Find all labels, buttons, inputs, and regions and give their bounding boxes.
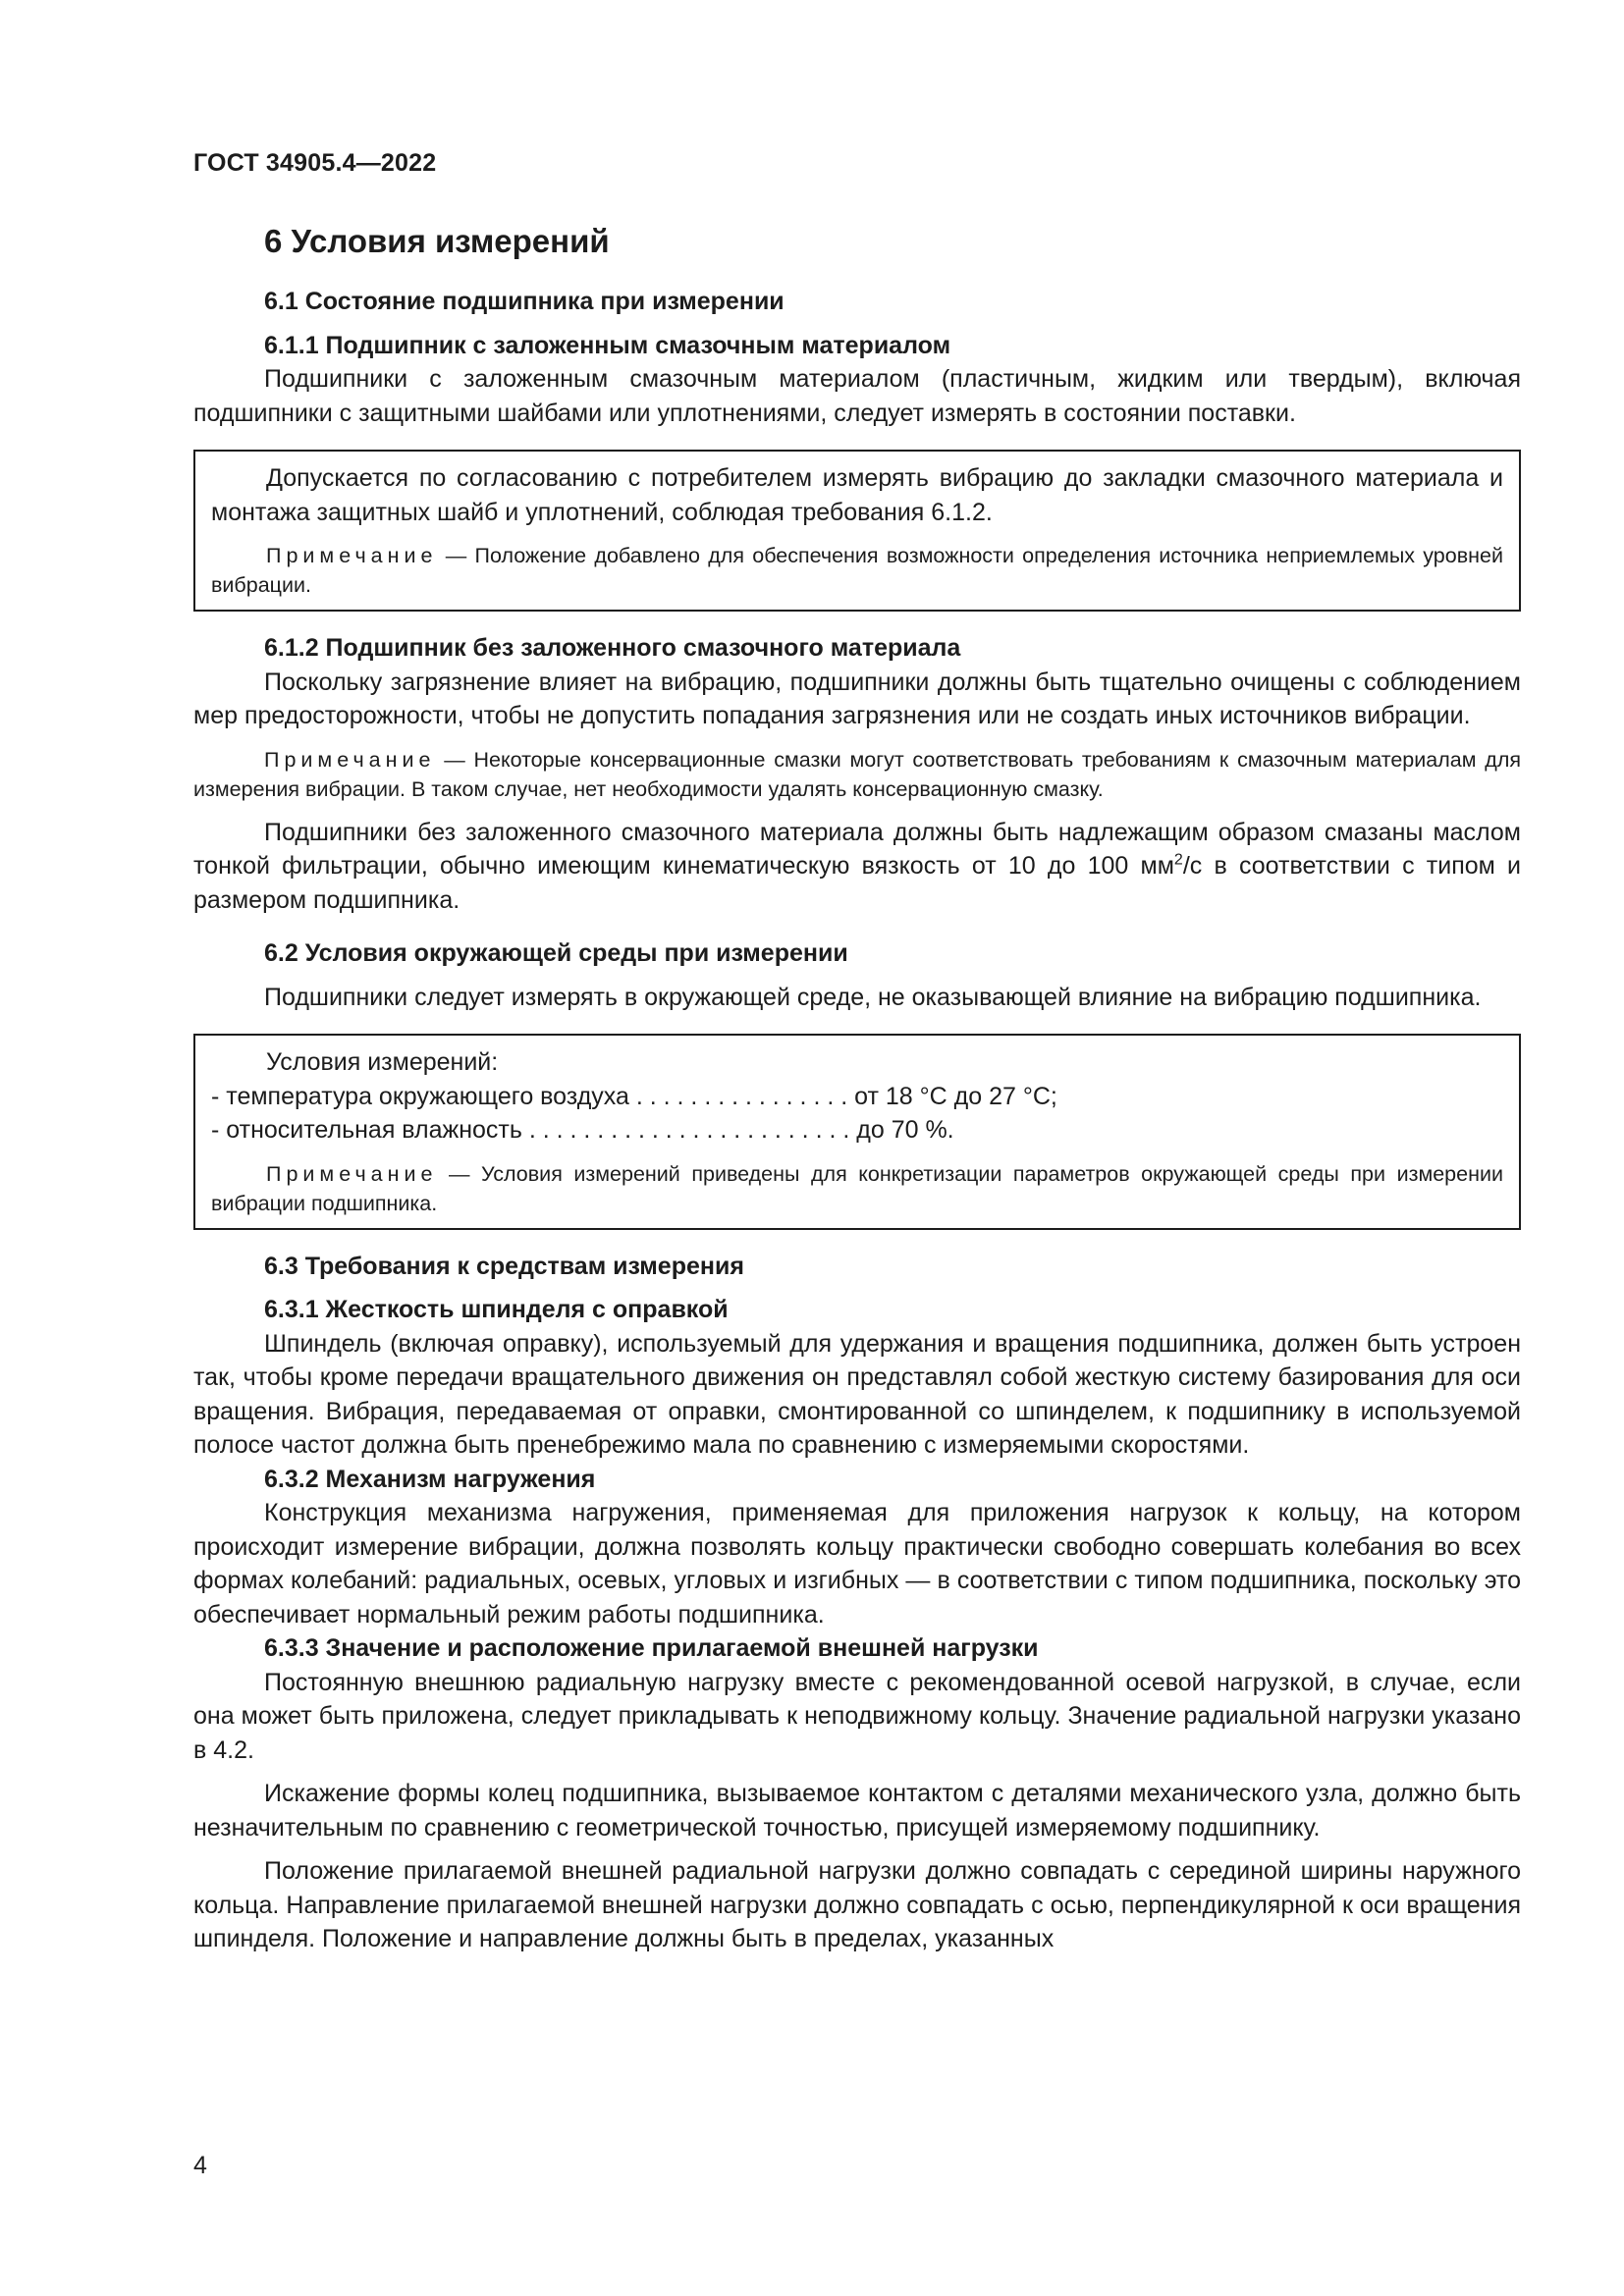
clause-6-1-1-title: 6.1.1 Подшипник с заложенным смазочным материалом [264,331,951,359]
amendment-box-1-text: Допускается по согласованию с потребителем измерять вибрацию до закладки смазочного материала и монтажа защитных шайб и уплотнений, соблюдая требования 6.1.2. [211,464,1503,526]
clause-6-1-2-note [193,745,1521,804]
subsection-6-2-title: 6.2 Условия окружающей среды при измерении [264,939,848,967]
clause-6-3-2-title: 6.3.2 Механизм нагружения [264,1465,596,1493]
clause-6-3-3-title: 6.3.3 Значение и расположение прилагаемой внешней нагрузки [264,1634,1039,1662]
condition-temperature: - температура окружающего воздуха . . . . . . . . . . . . . . . . от 18 °С до 27 °С; [211,1082,1057,1110]
clause-6-1-1-text: Подшипники с заложенным смазочным материалом (пластичным, жидким или твердым), включая подшипники с защитными шайбами или уплотнениями, следует измерять в состоянии поставки. [193,365,1521,427]
condition-humidity: - относительная влажность . . . . . . . . . . . . . . . . . . . . . . . . до 70 %. [211,1116,954,1144]
note-text: — Положение добавлено для обеспечения возможности определения источника неприемлемых уровней вибрации. [211,544,1503,597]
clause-6-1-2-text-2 [193,816,1521,918]
clause-6-3-2-text: Конструкция механизма нагружения, применяемая для приложения нагрузок к кольцу, на котором происходит измерение вибрации, должна позволять кольцу практически свободно совершать колебания во всех формах колебаний: радиальных, осевых, угловых и изгибных — в соответствии с типом подшипника, поскольку это обеспечивает нормальный режим работы подшипника. [193,1499,1521,1629]
conditions-heading: Условия измерений: [266,1048,499,1076]
amendment-box-2 [193,1034,1521,1230]
subsection-6-1-title: 6.1 Состояние подшипника при измерении [264,288,785,315]
text-part-b: /с в соответствии с типом и размером подшипника. [193,852,1522,914]
text-part-a: Подшипники без заложенного смазочного материала должны быть надлежащим образом смазаны маслом тонкой фильтрации, обычно имеющим кинематическую вязкость от 10 до 100 мм [193,818,1521,880]
clause-6-3-1-title: 6.3.1 Жесткость шпинделя с оправкой [264,1296,729,1323]
subsection-6-2-text: Подшипники следует измерять в окружающей среде, не оказывающей влияние на вибрацию подшипника. [264,983,1482,1011]
standard-code: ГОСТ 34905.4—2022 [193,149,437,177]
page-number: 4 [193,2152,207,2179]
page-content [193,220,1521,1956]
amendment-box-1-note [211,541,1503,600]
note-label: Примечание [266,544,438,567]
clause-6-3-3-text-3: Положение прилагаемой внешней радиальной нагрузки должно совпадать с серединой ширины наружного кольца. Направление прилагаемой внешней нагрузки должно совпадать с осью, перпендикулярной к оси вращения шпинделя. Положение и направление должны быть в пределах, указанных [193,1857,1521,1952]
section-title: 6 Условия измерений [264,223,610,259]
superscript: 2 [1173,851,1183,869]
clause-6-3-3-text-1: Постоянную внешнюю радиальную нагрузку вместе с рекомендованной осевой нагрузкой, в случае, если она может быть приложена, следует прикладывать к неподвижному кольцу. Значение радиальной нагрузки указано в 4.2. [193,1668,1521,1764]
note-label: Примечание [264,747,436,772]
clause-6-3-3-text-2: Искажение формы колец подшипника, вызываемое контактом с деталями механического узла, должно быть незначительным по сравнению с геометрической точностью, присущей измеряемому подшипнику. [193,1780,1521,1842]
clause-6-1-2-title: 6.1.2 Подшипник без заложенного смазочного материала [264,634,961,662]
amendment-box-1 [193,450,1521,612]
note-text: — Условия измерений приведены для конкретизации параметров окружающей среды при измерении вибрации подшипника. [211,1161,1503,1215]
note-label: Примечание [266,1161,438,1186]
amendment-box-2-note [211,1159,1503,1218]
clause-6-3-1-text: Шпиндель (включая оправку), используемый для удержания и вращения подшипника, должен быть устроен так, чтобы кроме передачи вращательного движения он представлял собой жесткую систему базирования для оси вращения. Вибрация, передаваемая от оправки, смонтированной со шпинделем, к подшипнику в используемой полосе частот должна быть пренебрежимо мала по сравнению с измеряемыми скоростями. [193,1329,1521,1459]
subsection-6-3-title: 6.3 Требования к средствам измерения [264,1252,744,1280]
clause-6-1-2-text-1: Поскольку загрязнение влияет на вибрацию, подшипники должны быть тщательно очищены с соблюдением мер предосторожности, чтобы не допустить попадания загрязнения или не создать иных источников вибрации. [193,667,1521,729]
note-text: — Некоторые консервационные смазки могут соответствовать требованиям к смазочным материалам для измерения вибрации. В таком случае, нет необходимости удалять консервационную смазку. [193,747,1521,801]
